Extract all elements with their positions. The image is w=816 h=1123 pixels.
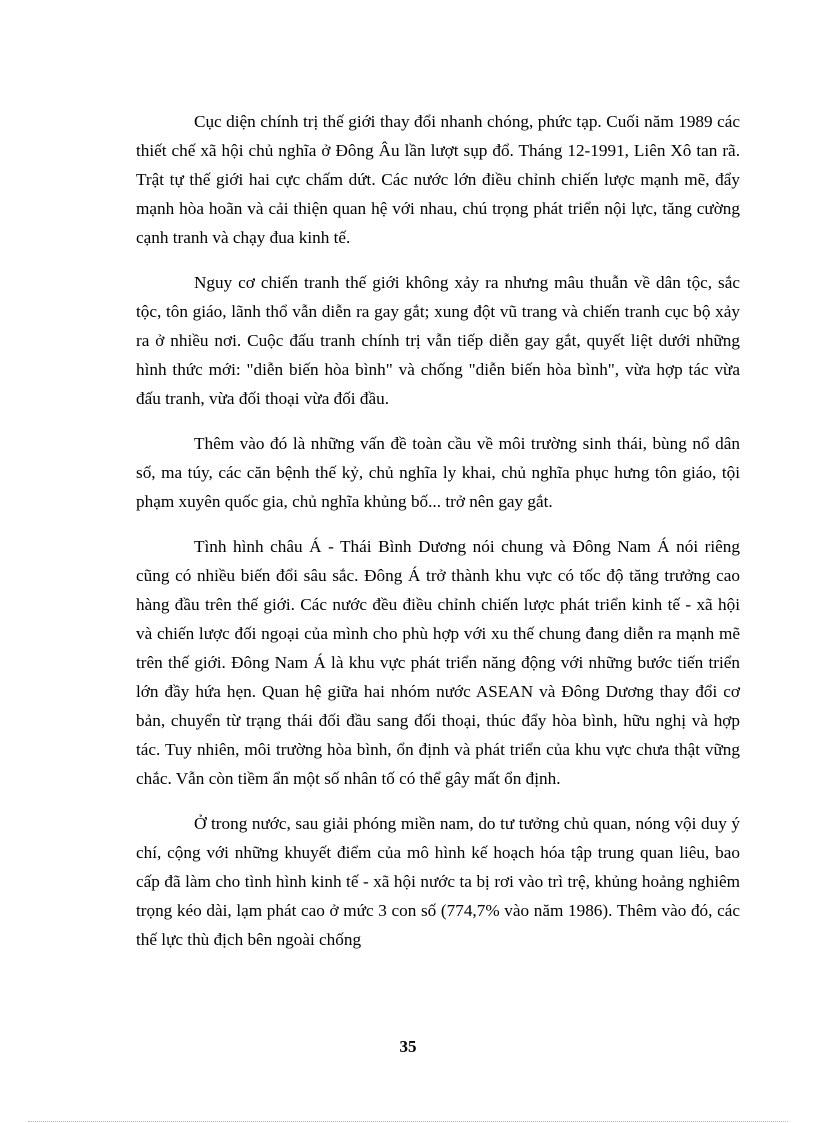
page-number: 35 <box>399 1037 417 1056</box>
paragraph-domestic: Ở trong nước, sau giải phóng miền nam, do tư tưởng chủ quan, nóng vội duy ý chí, cộng với những khuyết điểm của mô hình kế hoạch hóa tập trung quan liêu, bao cấp đã làm cho tình hình kinh tế - xã hội nước ta bị rơi vào trì trệ, khủng hoảng nghiêm trọng kéo dài, lạm phát cao ở mức 3 con số (774,7% vào năm 1986). Thêm vào đó, các thế lực thù địch bên ngoài chống <box>136 814 740 949</box>
paragraph-world-situation: Cục diện chính trị thế giới thay đổi nhanh chóng, phức tạp. Cuối năm 1989 các thiết chế xã hội chủ nghĩa ở Đông Âu lần lượt sụp đổ. Tháng 12-1991, Liên Xô tan rã. Trật tự thế giới hai cực chấm dứt. Các nước lớn điều chỉnh chiến lược mạnh mẽ, đẩy mạnh hòa hoãn và cải thiện quan hệ với nhau, chú trọng phát triển nội lực, tăng cường cạnh tranh và chạy đua kinh tế. <box>136 112 740 247</box>
paragraph-global-issues: Thêm vào đó là những vấn đề toàn cầu về môi trường sinh thái, bùng nổ dân số, ma túy, các căn bệnh thế kỷ, chủ nghĩa ly khai, chủ nghĩa phục hưng tôn giáo, tội phạm xuyên quốc gia, chủ nghĩa khủng bố... trở nên gay gắt. <box>136 434 740 511</box>
page-bottom-divider <box>28 1121 788 1122</box>
paragraph-war-risk: Nguy cơ chiến tranh thế giới không xảy ra nhưng mâu thuẫn về dân tộc, sắc tộc, tôn giáo, lãnh thổ vẫn diễn ra gay gắt; xung đột vũ trang và chiến tranh cục bộ xảy ra ở nhiều nơi. Cuộc đấu tranh chính trị vẫn tiếp diễn gay gắt, quyết liệt dưới những hình thức mới: "diễn biến hòa bình" và chống "diễn biến hòa bình", vừa hợp tác vừa đấu tranh, vừa đối thoại vừa đối đầu. <box>136 273 740 408</box>
paragraph-asia-pacific: Tình hình châu Á - Thái Bình Dương nói chung và Đông Nam Á nói riêng cũng có nhiều biến đổi sâu sắc. Đông Á trở thành khu vực có tốc độ tăng trưởng cao hàng đầu trên thế giới. Các nước đều điều chỉnh chiến lược phát triển kinh tế - xã hội và chiến lược đối ngoại của mình cho phù hợp với xu thế chung đang diễn ra mạnh mẽ trên thế giới. Đông Nam Á là khu vực phát triển năng động với những bước tiến triển lớn đầy hứa hẹn. Quan hệ giữa hai nhóm nước ASEAN và Đông Dương thay đổi cơ bản, chuyển từ trạng thái đối đầu sang đối thoại, thúc đẩy hòa bình, hữu nghị và hợp tác. Tuy nhiên, môi trường hòa bình, ổn định và phát triển của khu vực chưa thật vững chắc. Vẫn còn tiềm ẩn một số nhân tố có thể gây mất ổn định. <box>136 537 740 788</box>
body-text <box>136 107 740 970</box>
